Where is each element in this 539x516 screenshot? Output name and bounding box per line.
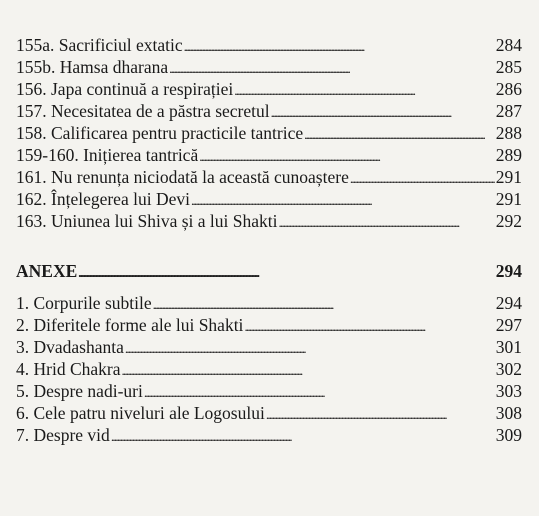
- dot-leader: [191, 188, 495, 210]
- toc-section-heading: [16, 258, 522, 282]
- toc-entry-page: 309: [495, 425, 522, 445]
- dot-leader: [125, 336, 495, 358]
- toc-entry-page: 297: [495, 315, 522, 335]
- toc-entry-label: 156. Japa continuă a respirației: [16, 79, 234, 99]
- toc-entry-label: 155b. Hamsa dharana: [16, 57, 169, 77]
- toc-entry-label: 162. Înțelegerea lui Devi: [16, 189, 190, 209]
- dot-leader: [234, 78, 495, 100]
- toc-entry-label: 163. Uniunea lui Shiva și a lui Shakti: [16, 211, 278, 231]
- toc-entry-label: 158. Calificarea pentru practicile tantrice: [16, 123, 304, 143]
- toc-entry-page: 291: [495, 167, 522, 187]
- toc-entry-label: 161. Nu renunța niciodată la această cunoaștere: [16, 167, 349, 187]
- section-heading-label: ANEXE: [16, 261, 78, 281]
- toc-entry: [16, 292, 522, 314]
- toc-entry-label: 6. Cele patru niveluri ale Logosului: [16, 403, 265, 423]
- toc-entry: [16, 144, 522, 166]
- toc-entry-label: 1. Corpurile subtile: [16, 293, 152, 313]
- toc-entry-label: 159-160. Inițierea tantrică: [16, 145, 199, 165]
- dot-leader: [304, 122, 495, 144]
- toc-entry: [16, 210, 522, 232]
- toc-entry-page: 292: [495, 211, 522, 231]
- dot-leader: [169, 56, 495, 78]
- toc-entry: [16, 402, 522, 424]
- toc-entry: [16, 188, 522, 210]
- toc-entry: [16, 56, 522, 78]
- toc-entry-label: 3. Dvadashanta: [16, 337, 124, 357]
- toc-entry-page: 294: [495, 293, 522, 313]
- dot-leader: [199, 144, 495, 166]
- toc-entry: [16, 78, 522, 100]
- dot-leader: [122, 358, 495, 380]
- toc-entry: [16, 314, 522, 336]
- dot-leader: [350, 166, 495, 188]
- toc-entry-page: 303: [495, 381, 522, 401]
- dot-leader: [184, 34, 495, 56]
- toc-entry: [16, 166, 522, 188]
- toc-entry: [16, 336, 522, 358]
- toc-entry-label: 157. Necesitatea de a păstra secretul: [16, 101, 270, 121]
- toc-entry-label: 5. Despre nadi-uri: [16, 381, 143, 401]
- toc-entry-page: 286: [495, 79, 522, 99]
- toc-entry: [16, 122, 522, 144]
- toc-entry-page: 287: [495, 101, 522, 121]
- toc-entry-page: 285: [495, 57, 522, 77]
- toc-entry-label: 4. Hrid Chakra: [16, 359, 121, 379]
- toc-entry: [16, 34, 522, 56]
- section-spacer: [16, 232, 522, 258]
- section-heading-page: 294: [495, 261, 522, 281]
- dot-leader: [78, 260, 494, 282]
- toc-entry: [16, 424, 522, 446]
- toc-entry-page: 289: [495, 145, 522, 165]
- toc-entry-label: 2. Diferitele forme ale lui Shakti: [16, 315, 244, 335]
- toc-entry-page: 291: [495, 189, 522, 209]
- toc-entry-label: 7. Despre vid: [16, 425, 110, 445]
- dot-leader: [244, 314, 494, 336]
- dot-leader: [153, 292, 495, 314]
- toc-entry-page: 284: [495, 35, 522, 55]
- dot-leader: [279, 210, 495, 232]
- dot-leader: [266, 402, 495, 424]
- table-of-contents: [16, 34, 522, 446]
- toc-entry: [16, 380, 522, 402]
- dot-leader: [144, 380, 495, 402]
- toc-entry: [16, 100, 522, 122]
- toc-entry-label: 155a. Sacrificiul extatic: [16, 35, 183, 55]
- section-spacer: [16, 282, 522, 292]
- toc-entry-page: 308: [495, 403, 522, 423]
- dot-leader: [271, 100, 495, 122]
- toc-entry-page: 301: [495, 337, 522, 357]
- toc-entry: [16, 358, 522, 380]
- toc-entry-page: 288: [495, 123, 522, 143]
- toc-entry-page: 302: [495, 359, 522, 379]
- dot-leader: [111, 424, 495, 446]
